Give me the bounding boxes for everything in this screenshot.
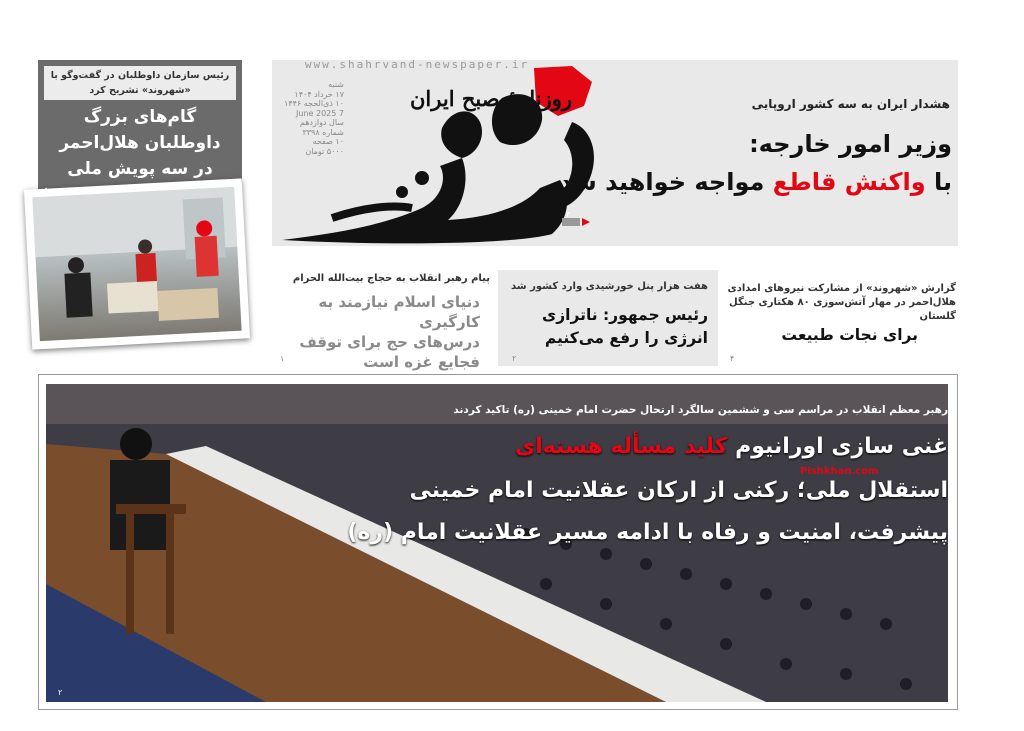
lead-story-kicker: هشدار ایران به سه کشور اروپایی (751, 97, 950, 111)
website-url: www.shahrvand-newspaper.ir (304, 58, 530, 71)
nature-story-page: ۴ (730, 354, 735, 363)
issue-info (268, 80, 344, 156)
volunteers-headline-line: گام‌های بزرگ (83, 107, 197, 127)
issue-date-persian: ۱۷ خرداد ۱۴۰۴ (294, 89, 344, 99)
solar-story-page: ۲ (512, 354, 517, 363)
lead-story-highlight: واکنش قاطع (772, 168, 926, 196)
lead-story-post: مواجه خواهید شد (559, 168, 773, 196)
hajj-story-page: ۱ (280, 354, 285, 363)
main-headline-highlight: کلید مسأله هسته‌ای (515, 434, 728, 459)
main-story-headline-2: استقلال ملی؛ رکنی از ارکان عقلانیت امام خمینی (409, 478, 948, 503)
main-story-page: ۲ (58, 688, 63, 697)
volunteers-headline-line: داوطلبان هلال‌احمر (59, 133, 221, 153)
issue-date-hijri: ۱۰ ذی‌الحجه ۱۴۴۶ (284, 99, 344, 108)
lead-story-page: ۳ (566, 210, 571, 219)
volunteers-headline-line: در سه پویش ملی (67, 159, 213, 179)
hajj-story-headline (274, 286, 490, 372)
issue-year: سال دوازدهم (299, 118, 344, 127)
hajj-headline-line: فجایع غزه است (363, 353, 480, 371)
lead-story-headline-2 (559, 168, 952, 196)
main-story-headline-3: پیشرفت، امنیت و رفاه با ادامه مسیر عقلانیت امام (ره) (347, 520, 948, 545)
watermark-text: Pishkhan.com (800, 466, 879, 477)
nature-story[interactable] (726, 270, 958, 366)
hajj-story-kicker: پیام رهبر انقلاب به حجاج بیت‌الله الحرام (292, 273, 490, 284)
issue-pages: ۱۰ صفحه (312, 137, 344, 146)
lead-story-headline-1: وزیر امور خارجه: (749, 130, 952, 158)
volunteers-photo (24, 178, 250, 349)
lead-story-pre: با (925, 168, 952, 196)
nature-story-kicker: گزارش «شهروند» از مشارکت نیروهای امدادی هلال‌احمر در مهار آتش‌سوزی ۸۰ هکتاری جنگل گلستان (727, 283, 956, 322)
solar-story-headline: رئیس جمهور: ناترازی انرژی را رفع می‌کنیم (542, 306, 708, 347)
volunteers-figures (32, 187, 241, 341)
volunteers-photo-image (32, 187, 241, 341)
hajj-headline-line: دنیای اسلام نیازمند به کارگیری (318, 293, 480, 331)
hajj-headline-line: درس‌های حج برای توقف (299, 333, 480, 351)
issue-price: ۵۰۰۰ تومان (305, 146, 344, 156)
solar-story-kicker: هفت هزار پنل خورشیدی وارد کشور شد (511, 281, 708, 292)
issue-date-gregorian: 7 June 2025 (296, 108, 344, 118)
main-story-headline-1 (515, 434, 948, 459)
newspaper-tagline: روزنامهٔ صبح ایران (410, 86, 573, 111)
nature-story-headline: برای نجات طبیعت (781, 326, 918, 344)
volunteers-story-kicker: رئیس سازمان داوطلبان در گفت‌وگو با «شهروند» تشریح کرد (44, 66, 236, 100)
main-headline-pre: غنی سازی اورانیوم (727, 434, 948, 459)
volunteers-story-headline (40, 104, 240, 182)
issue-number: شماره ۳۳۹۸ (302, 127, 344, 137)
volunteers-story-page: ۵ (44, 186, 49, 195)
solar-story[interactable] (498, 270, 718, 366)
issue-day: شنبه (328, 80, 344, 89)
hajj-story[interactable] (274, 270, 490, 371)
main-story-kicker: رهبر معظم انقلاب در مراسم سی و ششمین سالگرد ارتحال حضرت امام خمینی (ره) تاکید کردند (453, 404, 948, 416)
